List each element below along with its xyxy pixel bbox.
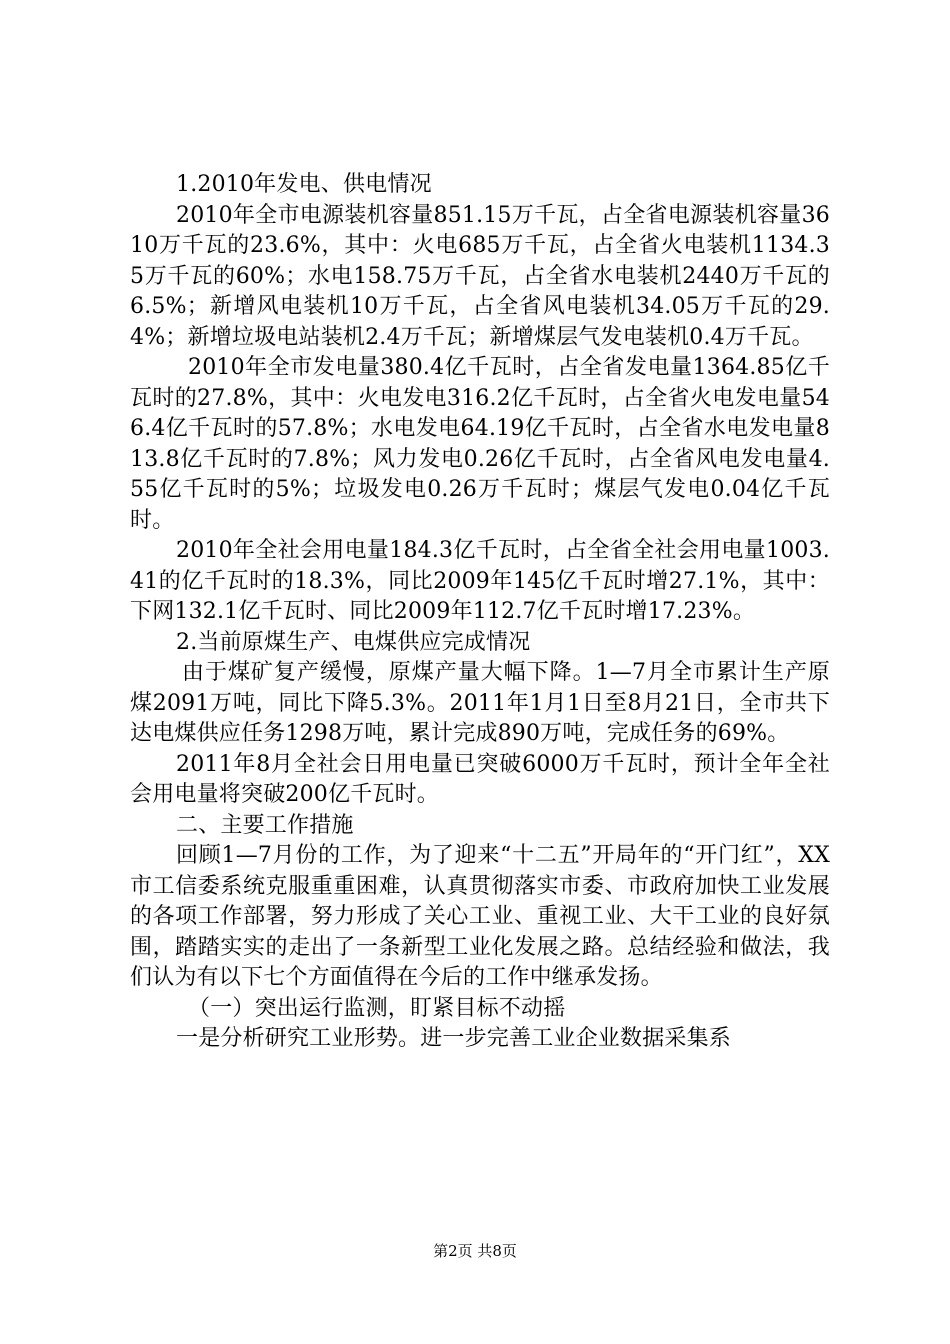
section-heading-power-generation: 1.2010年发电、供电情况 bbox=[176, 172, 432, 197]
paragraph-power-output: 2010年全市发电量380.4亿千瓦时，占全省发电量1364.85亿千瓦时的27.8%，其中：火电发电316.2亿千瓦时，占全省火电发电量546.4亿千瓦时的57.8%；水电发电64.19亿千瓦时，占全省水电发电量813.8亿千瓦时的7.8%；风力发电0.26亿千瓦时，占全省风电发电量4.55亿千瓦时的5%；垃圾发电0.26万千瓦时；煤层气发电0.04亿千瓦时。 bbox=[130, 355, 830, 533]
paragraph-review: 回顾1—7月份的工作，为了迎来“十二五”开局年的“开门红”，XX市工信委系统克服重重困难，认真贯彻落实市委、市政府加快工业发展的各项工作部署，努力形成了关心工业、重视工业、大干工业的良好氛围，踏踏实实的走出了一条新型工业化发展之路。总结经验和做法，我们认为有以下七个方面值得在今后的工作中继承发扬。 bbox=[130, 843, 830, 990]
section-heading-main-measures: 二、主要工作措施 bbox=[176, 812, 354, 838]
paragraph-installed-capacity: 2010年全市电源装机容量851.15万千瓦，占全省电源装机容量3610万千瓦的23.6%，其中：火电685万千瓦，占全省火电装机1134.35万千瓦的60%；水电158.75万千瓦，占全省水电装机2440万千瓦的6.5%；新增风电装机10万千瓦，占全省风电装机34.05万千瓦的29.4%；新增垃圾电站装机2.4万千瓦；新增煤层气发电装机0.4万千瓦。 bbox=[130, 202, 830, 350]
paragraph-daily-consumption: 2011年8月全社会日用电量已突破6000万千瓦时，预计全年全社会用电量将突破200亿千瓦时。 bbox=[130, 751, 830, 807]
paragraph-coal-production: 由于煤矿复产缓慢，原煤产量大幅下降。1—7月全市累计生产原煤2091万吨，同比下降5.3%。2011年1月1日至8月21日，全市共下达电煤供应任务1298万吨，累计完成890万吨，完成任务的69%。 bbox=[130, 660, 830, 746]
page-number-footer: 第2页 共8页 bbox=[433, 1242, 517, 1260]
paragraph-analysis: 一是分析研究工业形势。进一步完善工业企业数据采集系 bbox=[176, 1026, 732, 1051]
section-heading-coal-supply: 2.当前原煤生产、电煤供应完成情况 bbox=[176, 629, 531, 655]
subsection-heading-monitoring: （一）突出运行监测，盯紧目标不动摇 bbox=[188, 995, 566, 1021]
document-body bbox=[130, 170, 830, 1055]
paragraph-power-consumption: 2010年全社会用电量184.3亿千瓦时，占全省全社会用电量1003.41的亿千瓦时的18.3%，同比2009年145亿千瓦时增27.1%，其中：下网132.1亿千瓦时、同比2009年112.7亿千瓦时增17.23%。 bbox=[130, 538, 830, 624]
